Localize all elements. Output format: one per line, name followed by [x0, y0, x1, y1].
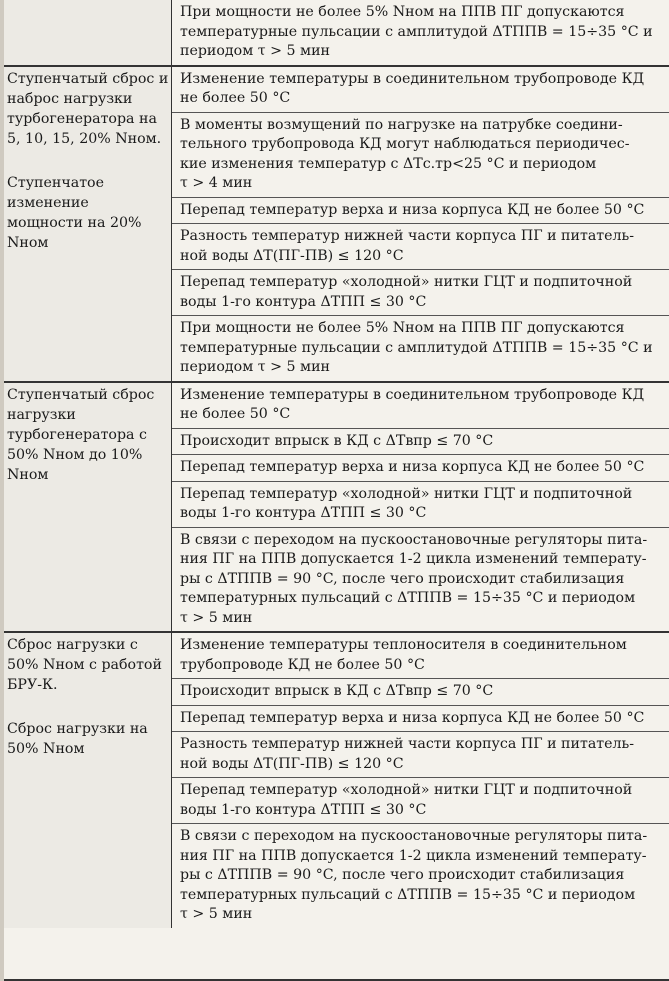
requirement-cell: При мощности не более 5% Nном на ППВ ПГ допускаются температурные пульсации с амплитудой ΔTППВ = 15÷35 °C и периодом τ > 5 мин — [180, 4, 653, 59]
requirement-cell: В моменты возмущений по нагрузке на патрубке соедини- тельного трубопровода КД могут наблюдаться периодичес- кие изменения температур с ΔTс.тр<25 °C и периодом τ > 4 мин — [172, 112, 669, 197]
condition-text: Ступенчатое изменение мощности на 20% Nном — [7, 174, 142, 251]
requirement-cell: Изменение температуры в соединительном трубопроводе КД не более 50 °C — [180, 70, 645, 106]
requirement-cell: Происходит впрыск в КД с ΔTвпр ≤ 70 °C — [172, 428, 669, 455]
requirement-cell: Разность температур нижней части корпуса ПГ и питатель- ной воды ΔT(ПГ-ПВ) ≤ 120 °C — [172, 223, 669, 269]
requirements-column — [172, 67, 669, 381]
requirement-cell: Изменение температуры теплоносителя в соединительном трубопроводе КД не более 50 °C — [180, 637, 627, 673]
table-row-group — [4, 381, 669, 632]
condition-cell — [4, 383, 172, 632]
table-row-group — [4, 0, 669, 65]
requirement-cell: Перепад температур верха и низа корпуса КД не более 50 °C — [172, 705, 669, 732]
requirements-column — [172, 633, 669, 928]
requirement-cell: В связи с переходом на пускоостановочные регуляторы пита- ния ПГ на ППВ допускается 1-2 цикла изменений температу- ры с ΔTППВ = 90 °C, после чего происходит стабилизация температурных пульсаций с ΔTППВ = 15÷35 °C и периодом τ > 5 мин — [172, 823, 669, 928]
requirement-cell: В связи с переходом на пускоостановочные регуляторы пита- ния ПГ на ППВ допускается 1-2 цикла изменений температу- ры с ΔTППВ = 90 °C, после чего происходит стабилизация температурных пульсаций с ΔTППВ = 15÷35 °C и периодом τ > 5 мин — [172, 527, 669, 632]
requirement-cell: При мощности не более 5% Nном на ППВ ПГ допускаются температурные пульсации с амплитудой ΔTППВ = 15÷35 °C и периодом τ > 5 мин — [172, 315, 669, 381]
condition-text: Сброс нагрузки на 50% Nном — [7, 721, 148, 757]
condition-text: Ступенчатый сброс нагрузки турбогенератора с 50% Nном до 10% Nном — [7, 386, 155, 483]
requirement-cell: Перепад температур «холодной» нитки ГЦТ и подпиточной воды 1-го контура ΔTПП ≤ 30 °C — [172, 269, 669, 315]
requirements-column — [172, 0, 669, 65]
condition-text: Сброс нагрузки с 50% Nном с работой БРУ-К. — [7, 637, 162, 693]
requirement-cell: Перепад температур «холодной» нитки ГЦТ и подпиточной воды 1-го контура ΔTПП ≤ 30 °C — [172, 777, 669, 823]
condition-text: Ступенчатый сброс и наброс нагрузки турбогенератора на 5, 10, 15, 20% Nном. — [7, 70, 169, 147]
requirement-cell: Перепад температур верха и низа корпуса КД не более 50 °C — [172, 454, 669, 481]
requirements-column — [172, 383, 669, 632]
condition-cell — [4, 633, 172, 928]
requirement-cell: Перепад температур «холодной» нитки ГЦТ и подпиточной воды 1-го контура ΔTПП ≤ 30 °C — [172, 481, 669, 527]
table-row-group — [4, 631, 669, 928]
requirement-cell: Изменение температуры в соединительном трубопроводе КД не более 50 °C — [180, 386, 645, 422]
table-row-group — [4, 65, 669, 381]
condition-cell — [4, 67, 172, 381]
conditions-table — [4, 0, 669, 928]
condition-cell — [4, 0, 172, 65]
requirement-cell: Разность температур нижней части корпуса ПГ и питатель- ной воды ΔT(ПГ-ПВ) ≤ 120 °C — [172, 731, 669, 777]
requirement-cell: Перепад температур верха и низа корпуса КД не более 50 °C — [172, 197, 669, 224]
requirement-cell: Происходит впрыск в КД с ΔTвпр ≤ 70 °C — [172, 678, 669, 705]
